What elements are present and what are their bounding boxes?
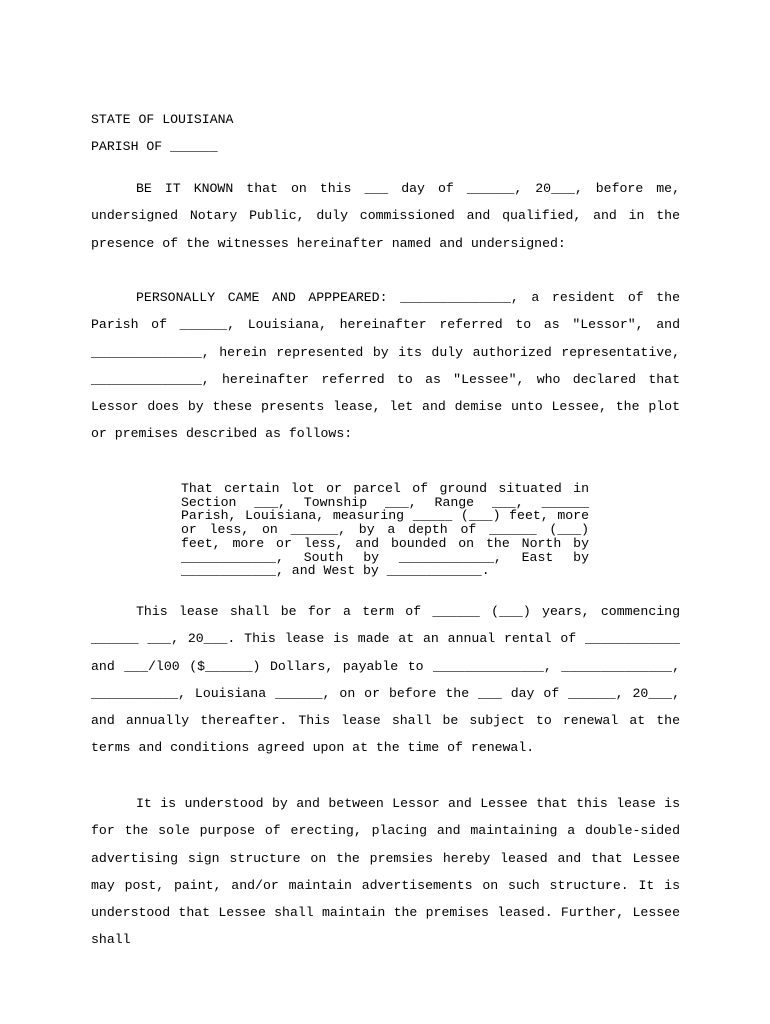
paragraph-lease-term: This lease shall be for a term of ______ (___) years, commencing ______ ___, 20___. This lease is made at an annual rental of ____________ and ___/l00 ($______) Dollars, payable to ______________, ______________, ___________, Louisiana ______, on or before the ___ day of ______, 20___, and annually thereafter. This lease shall be subject to renewal at the terms and conditions agreed upon at the time of renewal. [91, 604, 680, 756]
document-page [91, 0, 680, 1024]
heading-parish: PARISH OF ______ [91, 139, 218, 154]
property-description-block: That certain lot or parcel of ground situated in Section ___, Township ___, Range ___, ______ Parish, Louisiana, measuring _____ (___) feet, more or less, on ______, by a depth of ______ (___) feet, more or less, and bounded on the North by ____________, South by ____________, East by ____________, and West by ____________. [181, 481, 589, 579]
paragraph-be-it-known: BE IT KNOWN that on this ___ day of ______, 20___, before me, undersigned Notary Public, duly commissioned and qualified, and in the presence of the witnesses hereinafter named and undersigned: [91, 181, 680, 251]
paragraph-personally-appeared: PERSONALLY CAME AND APPPEARED: ______________, a resident of the Parish of ______, Louisiana, hereinafter referred to as "Lessor", and ______________, herein represented by its duly authorized representative, ______________, hereinafter referred to as "Lessee", who declared that Lessor does by these presents lease, let and demise unto Lessee, the plot or premises described as follows: [91, 290, 680, 442]
heading-state: STATE OF LOUISIANA [91, 112, 234, 127]
paragraph-sign-purpose: It is understood by and between Lessor and Lessee that this lease is for the sole purpose of erecting, placing and maintaining a double-sided advertising sign structure on the premsies hereby leased and that Lessee may post, paint, and/or maintain advertisements on such structure. It is understood that Lessee shall maintain the premises leased. Further, Lessee shall [91, 796, 680, 948]
